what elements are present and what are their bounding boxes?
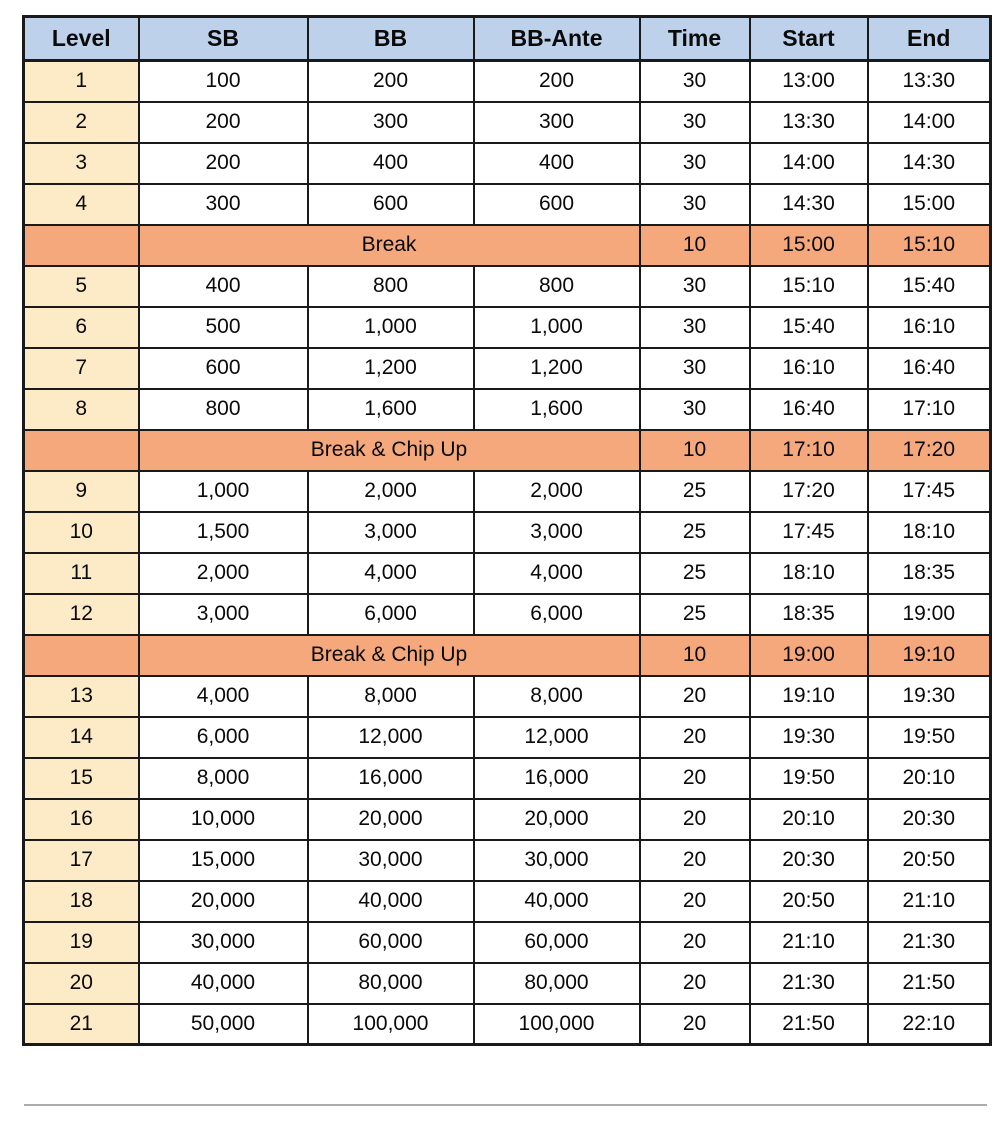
start-cell: 14:00 xyxy=(750,143,868,184)
end-cell: 19:00 xyxy=(868,594,991,635)
time-cell: 20 xyxy=(640,676,750,717)
level-cell: 18 xyxy=(24,881,139,922)
bb-cell: 60,000 xyxy=(308,922,474,963)
end-cell: 21:50 xyxy=(868,963,991,1004)
bb-cell: 40,000 xyxy=(308,881,474,922)
bb-cell: 400 xyxy=(308,143,474,184)
level-cell: 17 xyxy=(24,840,139,881)
bb-ante-cell: 800 xyxy=(474,266,640,307)
time-cell: 25 xyxy=(640,553,750,594)
sb-cell: 6,000 xyxy=(139,717,308,758)
bb-cell: 800 xyxy=(308,266,474,307)
bb-ante-cell: 6,000 xyxy=(474,594,640,635)
end-cell: 17:45 xyxy=(868,471,991,512)
start-cell: 15:40 xyxy=(750,307,868,348)
bb-ante-cell: 2,000 xyxy=(474,471,640,512)
start-cell: 13:00 xyxy=(750,61,868,102)
end-cell: 17:20 xyxy=(868,430,991,471)
level-row xyxy=(24,143,991,184)
level-cell: 11 xyxy=(24,553,139,594)
bb-cell: 80,000 xyxy=(308,963,474,1004)
bb-ante-cell: 20,000 xyxy=(474,799,640,840)
start-cell: 21:30 xyxy=(750,963,868,1004)
end-cell: 19:50 xyxy=(868,717,991,758)
start-cell: 20:50 xyxy=(750,881,868,922)
sb-cell: 400 xyxy=(139,266,308,307)
level-cell: 6 xyxy=(24,307,139,348)
level-row xyxy=(24,553,991,594)
bb-ante-cell: 3,000 xyxy=(474,512,640,553)
end-cell: 18:10 xyxy=(868,512,991,553)
bb-cell: 1,000 xyxy=(308,307,474,348)
break-row xyxy=(24,430,991,471)
bb-ante-cell: 100,000 xyxy=(474,1004,640,1045)
bb-ante-cell: 30,000 xyxy=(474,840,640,881)
bb-cell: 12,000 xyxy=(308,717,474,758)
break-label-cell: Break xyxy=(139,225,640,266)
sb-cell: 4,000 xyxy=(139,676,308,717)
column-header-time: Time xyxy=(640,17,750,61)
end-cell: 16:10 xyxy=(868,307,991,348)
time-cell: 30 xyxy=(640,143,750,184)
start-cell: 17:45 xyxy=(750,512,868,553)
time-cell: 20 xyxy=(640,799,750,840)
column-header-level: Level xyxy=(24,17,139,61)
time-cell: 10 xyxy=(640,430,750,471)
level-row xyxy=(24,471,991,512)
level-cell: 13 xyxy=(24,676,139,717)
bb-cell: 6,000 xyxy=(308,594,474,635)
sb-cell: 300 xyxy=(139,184,308,225)
end-cell: 20:50 xyxy=(868,840,991,881)
time-cell: 20 xyxy=(640,717,750,758)
bb-ante-cell: 4,000 xyxy=(474,553,640,594)
bb-ante-cell: 400 xyxy=(474,143,640,184)
sb-cell: 8,000 xyxy=(139,758,308,799)
level-cell: 8 xyxy=(24,389,139,430)
level-row xyxy=(24,348,991,389)
break-label-cell: Break & Chip Up xyxy=(139,430,640,471)
time-cell: 30 xyxy=(640,389,750,430)
blind-structure-table xyxy=(22,15,992,1046)
bb-ante-cell: 600 xyxy=(474,184,640,225)
header-row xyxy=(24,17,991,61)
level-row xyxy=(24,676,991,717)
sb-cell: 200 xyxy=(139,102,308,143)
bb-ante-cell: 200 xyxy=(474,61,640,102)
time-cell: 30 xyxy=(640,307,750,348)
level-cell: 5 xyxy=(24,266,139,307)
start-cell: 16:10 xyxy=(750,348,868,389)
sb-cell: 800 xyxy=(139,389,308,430)
time-cell: 10 xyxy=(640,225,750,266)
level-row xyxy=(24,963,991,1004)
start-cell: 21:50 xyxy=(750,1004,868,1045)
time-cell: 25 xyxy=(640,594,750,635)
time-cell: 30 xyxy=(640,61,750,102)
time-cell: 20 xyxy=(640,840,750,881)
level-row xyxy=(24,922,991,963)
time-cell: 20 xyxy=(640,758,750,799)
time-cell: 25 xyxy=(640,471,750,512)
level-row xyxy=(24,61,991,102)
bb-ante-cell: 1,000 xyxy=(474,307,640,348)
time-cell: 30 xyxy=(640,348,750,389)
start-cell: 21:10 xyxy=(750,922,868,963)
sb-cell: 3,000 xyxy=(139,594,308,635)
sb-cell: 1,000 xyxy=(139,471,308,512)
end-cell: 14:00 xyxy=(868,102,991,143)
bb-cell: 20,000 xyxy=(308,799,474,840)
start-cell: 19:00 xyxy=(750,635,868,676)
column-header-bb-ante: BB-Ante xyxy=(474,17,640,61)
time-cell: 20 xyxy=(640,963,750,1004)
level-cell: 15 xyxy=(24,758,139,799)
level-cell: 3 xyxy=(24,143,139,184)
start-cell: 15:10 xyxy=(750,266,868,307)
bb-ante-cell: 1,600 xyxy=(474,389,640,430)
start-cell: 19:10 xyxy=(750,676,868,717)
level-cell: 16 xyxy=(24,799,139,840)
start-cell: 19:50 xyxy=(750,758,868,799)
break-level-cell xyxy=(24,225,139,266)
sb-cell: 20,000 xyxy=(139,881,308,922)
bb-ante-cell: 60,000 xyxy=(474,922,640,963)
sb-cell: 500 xyxy=(139,307,308,348)
sb-cell: 100 xyxy=(139,61,308,102)
bb-cell: 3,000 xyxy=(308,512,474,553)
end-cell: 22:10 xyxy=(868,1004,991,1045)
level-row xyxy=(24,102,991,143)
time-cell: 30 xyxy=(640,266,750,307)
start-cell: 17:10 xyxy=(750,430,868,471)
bb-cell: 8,000 xyxy=(308,676,474,717)
time-cell: 20 xyxy=(640,881,750,922)
end-cell: 19:30 xyxy=(868,676,991,717)
end-cell: 19:10 xyxy=(868,635,991,676)
end-cell: 21:30 xyxy=(868,922,991,963)
bb-cell: 2,000 xyxy=(308,471,474,512)
sb-cell: 15,000 xyxy=(139,840,308,881)
bb-cell: 300 xyxy=(308,102,474,143)
start-cell: 16:40 xyxy=(750,389,868,430)
bb-cell: 100,000 xyxy=(308,1004,474,1045)
end-cell: 20:10 xyxy=(868,758,991,799)
end-cell: 21:10 xyxy=(868,881,991,922)
sb-cell: 50,000 xyxy=(139,1004,308,1045)
level-cell: 7 xyxy=(24,348,139,389)
time-cell: 20 xyxy=(640,1004,750,1045)
column-header-sb: SB xyxy=(139,17,308,61)
sb-cell: 600 xyxy=(139,348,308,389)
start-cell: 13:30 xyxy=(750,102,868,143)
sb-cell: 40,000 xyxy=(139,963,308,1004)
break-row xyxy=(24,635,991,676)
start-cell: 20:30 xyxy=(750,840,868,881)
bb-ante-cell: 12,000 xyxy=(474,717,640,758)
end-cell: 20:30 xyxy=(868,799,991,840)
break-level-cell xyxy=(24,430,139,471)
end-cell: 16:40 xyxy=(868,348,991,389)
level-row xyxy=(24,717,991,758)
level-cell: 2 xyxy=(24,102,139,143)
sb-cell: 1,500 xyxy=(139,512,308,553)
column-header-start: Start xyxy=(750,17,868,61)
end-cell: 14:30 xyxy=(868,143,991,184)
column-header-bb: BB xyxy=(308,17,474,61)
level-cell: 20 xyxy=(24,963,139,1004)
bb-ante-cell: 40,000 xyxy=(474,881,640,922)
end-cell: 18:35 xyxy=(868,553,991,594)
level-cell: 4 xyxy=(24,184,139,225)
end-cell: 15:40 xyxy=(868,266,991,307)
start-cell: 15:00 xyxy=(750,225,868,266)
level-cell: 10 xyxy=(24,512,139,553)
bb-ante-cell: 80,000 xyxy=(474,963,640,1004)
level-cell: 19 xyxy=(24,922,139,963)
start-cell: 18:35 xyxy=(750,594,868,635)
sb-cell: 2,000 xyxy=(139,553,308,594)
time-cell: 30 xyxy=(640,102,750,143)
bb-cell: 1,200 xyxy=(308,348,474,389)
start-cell: 14:30 xyxy=(750,184,868,225)
level-cell: 21 xyxy=(24,1004,139,1045)
end-cell: 13:30 xyxy=(868,61,991,102)
bb-cell: 16,000 xyxy=(308,758,474,799)
bb-cell: 1,600 xyxy=(308,389,474,430)
level-row xyxy=(24,389,991,430)
start-cell: 19:30 xyxy=(750,717,868,758)
time-cell: 25 xyxy=(640,512,750,553)
level-row xyxy=(24,266,991,307)
level-cell: 9 xyxy=(24,471,139,512)
end-cell: 15:10 xyxy=(868,225,991,266)
level-row xyxy=(24,758,991,799)
break-level-cell xyxy=(24,635,139,676)
sb-cell: 200 xyxy=(139,143,308,184)
table-body xyxy=(24,61,991,1045)
start-cell: 20:10 xyxy=(750,799,868,840)
level-cell: 14 xyxy=(24,717,139,758)
column-header-end: End xyxy=(868,17,991,61)
level-row xyxy=(24,307,991,348)
bb-ante-cell: 1,200 xyxy=(474,348,640,389)
level-row xyxy=(24,1004,991,1045)
level-row xyxy=(24,881,991,922)
start-cell: 17:20 xyxy=(750,471,868,512)
start-cell: 18:10 xyxy=(750,553,868,594)
level-cell: 1 xyxy=(24,61,139,102)
time-cell: 30 xyxy=(640,184,750,225)
level-row xyxy=(24,799,991,840)
bb-cell: 600 xyxy=(308,184,474,225)
bb-ante-cell: 16,000 xyxy=(474,758,640,799)
level-row xyxy=(24,594,991,635)
level-row xyxy=(24,840,991,881)
level-row xyxy=(24,512,991,553)
end-cell: 15:00 xyxy=(868,184,991,225)
bb-cell: 200 xyxy=(308,61,474,102)
time-cell: 10 xyxy=(640,635,750,676)
break-row xyxy=(24,225,991,266)
table-bottom-edge xyxy=(24,1104,987,1106)
sb-cell: 30,000 xyxy=(139,922,308,963)
bb-ante-cell: 300 xyxy=(474,102,640,143)
bb-cell: 4,000 xyxy=(308,553,474,594)
level-row xyxy=(24,184,991,225)
break-label-cell: Break & Chip Up xyxy=(139,635,640,676)
time-cell: 20 xyxy=(640,922,750,963)
sb-cell: 10,000 xyxy=(139,799,308,840)
bb-cell: 30,000 xyxy=(308,840,474,881)
end-cell: 17:10 xyxy=(868,389,991,430)
level-cell: 12 xyxy=(24,594,139,635)
bb-ante-cell: 8,000 xyxy=(474,676,640,717)
